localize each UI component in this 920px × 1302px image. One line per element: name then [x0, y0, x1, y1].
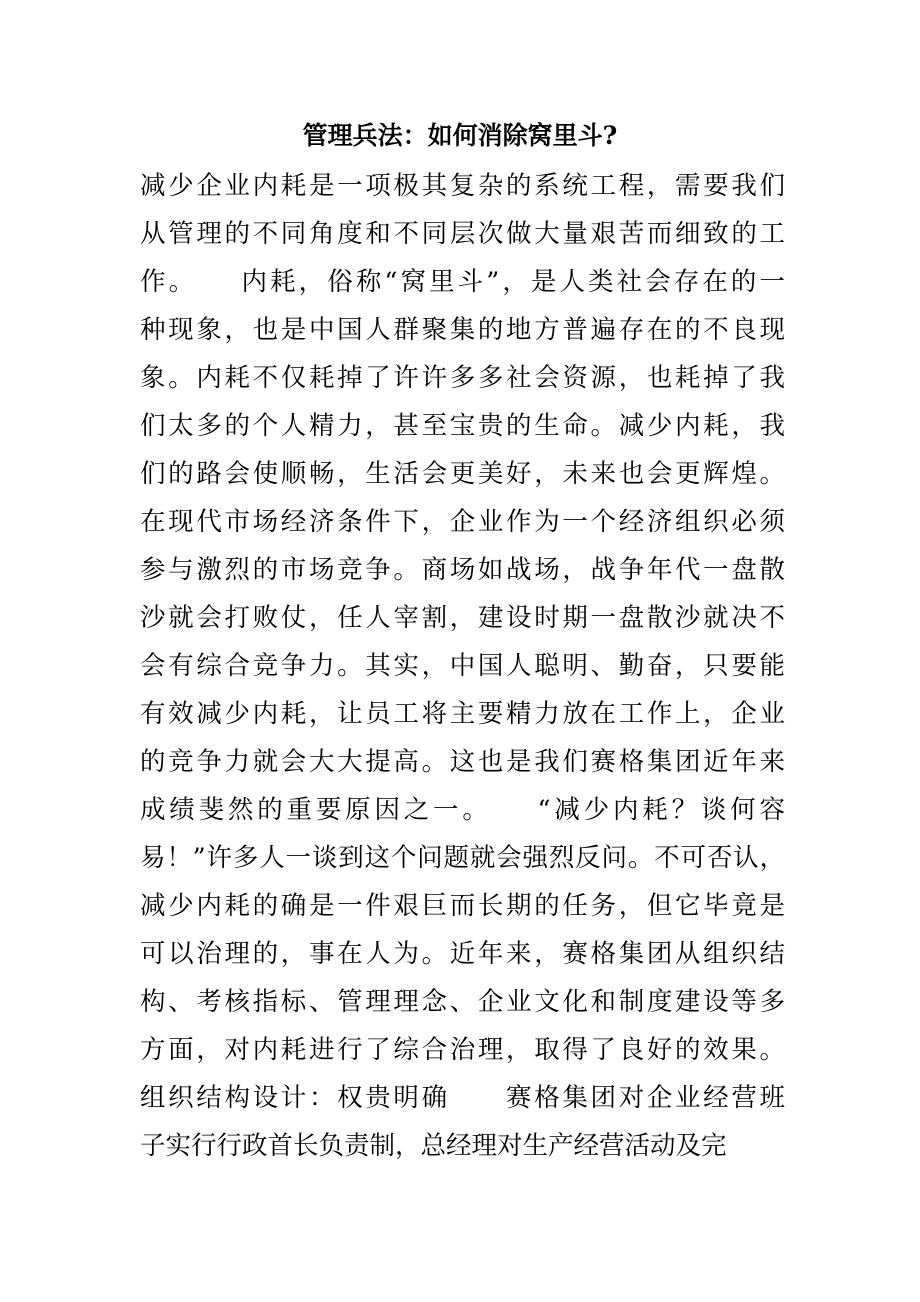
document-title: 管理兵法：如何消除窝里斗?: [302, 121, 618, 150]
body-line: 可以治理的，事在人为。近年来，赛格集团从组织结: [140, 939, 785, 969]
body-line: 种现象，也是中国人群聚集的地方普遍存在的不良现: [140, 315, 785, 345]
body-line: 成绩斐然的重要原因之一。 “减少内耗？谈何容: [140, 795, 785, 825]
body-line: 们的路会使顺畅，生活会更美好，未来也会更辉煌。: [140, 459, 785, 489]
body-line: 在现代市场经济条件下，企业作为一个经济组织必须: [140, 507, 785, 537]
body-line: 方面，对内耗进行了综合治理，取得了良好的效果。: [140, 1035, 785, 1065]
body-line: 组织结构设计：权贵明确 赛格集团对企业经营班: [140, 1083, 785, 1113]
body-line: 参与激烈的市场竞争。商场如战场，战争年代一盘散: [140, 555, 785, 585]
body-line: 减少内耗的确是一件艰巨而长期的任务，但它毕竟是: [140, 891, 785, 921]
body-line: 减少企业内耗是一项极其复杂的系统工程，需要我们: [140, 171, 785, 201]
body-line: 沙就会打败仗，任人宰割，建设时期一盘散沙就决不: [140, 603, 785, 633]
body-line: 的竞争力就会大大提高。这也是我们赛格集团近年来: [140, 747, 785, 777]
body-line: 象。内耗不仅耗掉了许许多多社会资源，也耗掉了我: [140, 363, 785, 393]
body-line: 子实行行政首长负责制，总经理对生产经营活动及完: [140, 1131, 727, 1161]
body-line: 们太多的个人精力，甚至宝贵的生命。减少内耗，我: [140, 411, 785, 441]
body-line: 构、考核指标、管理理念、企业文化和制度建设等多: [140, 987, 785, 1017]
document-body: [140, 162, 785, 1170]
body-line: 从管理的不同角度和不同层次做大量艰苦而细致的工: [140, 219, 785, 249]
body-line: 会有综合竞争力。其实，中国人聪明、勤奋，只要能: [140, 651, 785, 681]
body-line: 易！”许多人一谈到这个问题就会强烈反问。不可否认，: [140, 843, 785, 873]
body-line: 作。 内耗，俗称“窝里斗”，是人类社会存在的一: [140, 267, 785, 297]
body-line: 有效减少内耗，让员工将主要精力放在工作上，企业: [140, 699, 785, 729]
